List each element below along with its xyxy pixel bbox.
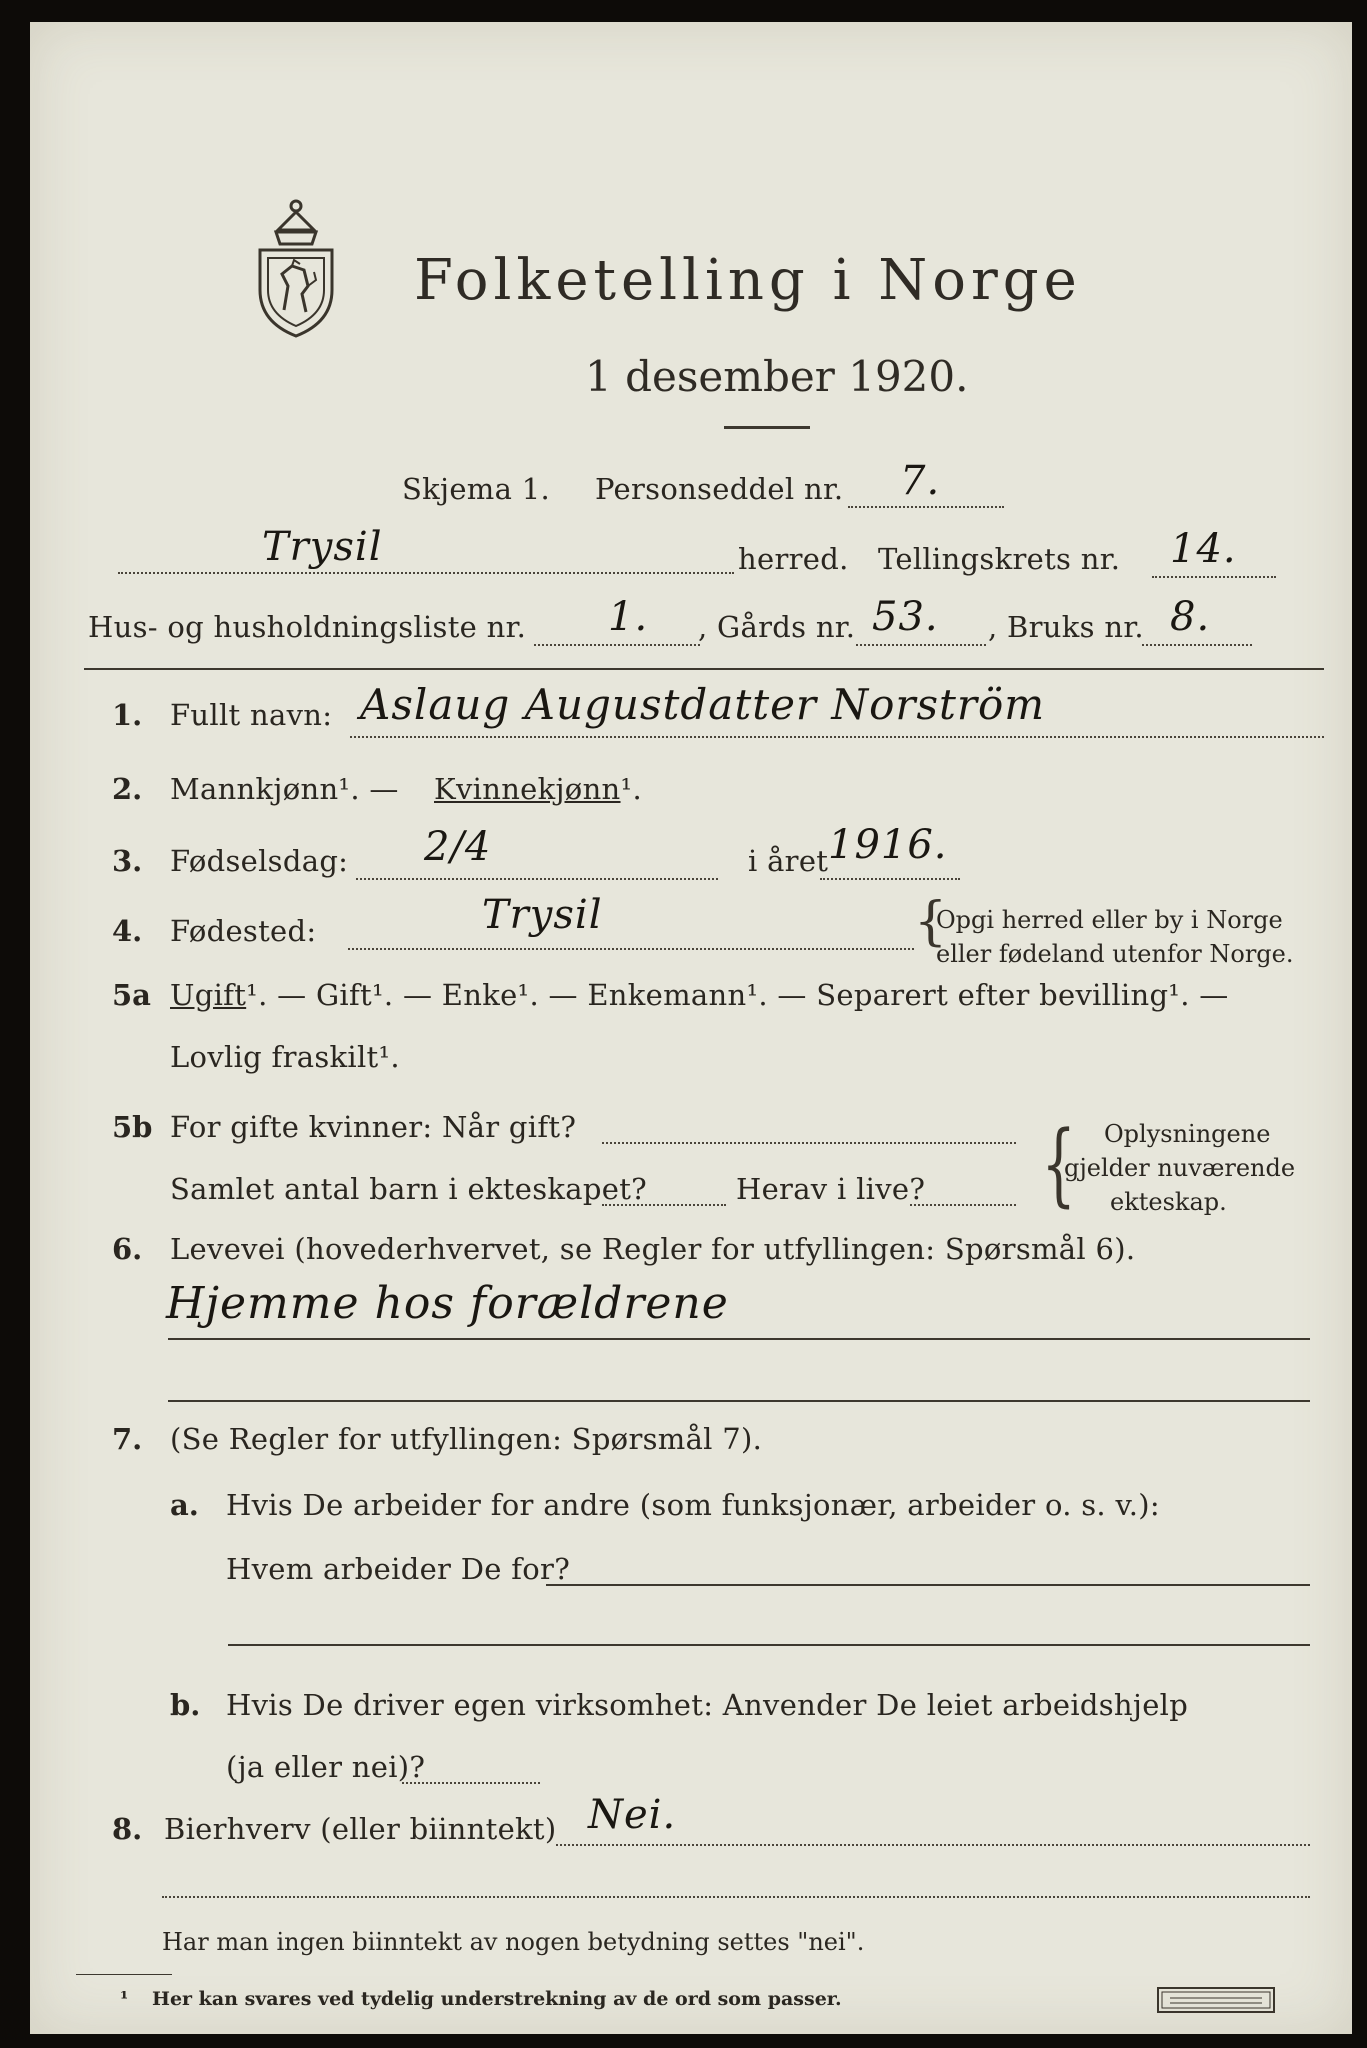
title-divider <box>724 426 810 429</box>
occupation-value[interactable]: Hjemme hos forældrene <box>166 1278 729 1329</box>
header-divider <box>84 668 1324 670</box>
q2-female-option-underlined[interactable]: Kvinnekjønn <box>434 772 621 806</box>
q4-note-line1: Opgi herred eller by i Norge <box>936 906 1283 934</box>
q5b-label: For gifte kvinner: Når gift? <box>170 1110 577 1144</box>
q4-number: 4. <box>112 914 143 948</box>
q5a-line2: Lovlig fraskilt¹. <box>170 1040 400 1074</box>
norway-coat-of-arms-icon <box>248 190 344 340</box>
census-date: 1 desember 1920. <box>585 352 969 401</box>
q8-label: Bierhverv (eller biinntekt) <box>164 1812 557 1846</box>
birth-date-value[interactable]: 2/4 <box>424 824 492 870</box>
bruks-label: , Bruks nr. <box>988 610 1144 644</box>
q3-year-label: i året <box>748 844 829 878</box>
q3-label: Fødselsdag: <box>170 844 349 878</box>
q5b-note-line3: ekteskap. <box>1110 1188 1227 1216</box>
birthplace-value[interactable]: Trysil <box>482 892 603 938</box>
personseddel-value[interactable]: 7. <box>900 458 941 504</box>
herred-label: herred. <box>738 542 849 576</box>
q7b-letter: b. <box>170 1688 201 1722</box>
q7a-letter: a. <box>170 1488 199 1522</box>
hus-value[interactable]: 1. <box>608 594 649 640</box>
q8-number: 8. <box>112 1812 143 1846</box>
q7b-label: Hvis De driver egen virksomhet: Anvender De leiet arbeidshjelp <box>226 1688 1189 1722</box>
q7b-line2: (ja eller nei)? <box>226 1750 426 1784</box>
footnote-text: Her kan svares ved tydelig understrekning av de ord som passer. <box>152 1988 842 2010</box>
q7-number: 7. <box>112 1422 143 1456</box>
bruks-value[interactable]: 8. <box>1170 594 1211 640</box>
q6-number: 6. <box>112 1232 143 1266</box>
full-name-value[interactable]: Aslaug Augustdatter Norström <box>360 680 1046 729</box>
birth-year-value[interactable]: 1916. <box>828 822 948 868</box>
tellingskrets-label: Tellingskrets nr. <box>878 542 1121 576</box>
schema-label: Skjema 1. <box>402 472 550 506</box>
q5b-note-line2: gjelder nuværende <box>1064 1154 1296 1182</box>
side-income-value[interactable]: Nei. <box>588 1792 677 1838</box>
q7-label: (Se Regler for utfyllingen: Spørsmål 7). <box>170 1422 763 1456</box>
q2-number: 2. <box>112 772 143 806</box>
q6-label: Levevei (hovederhvervet, se Regler for utfyllingen: Spørsmål 6). <box>170 1232 1136 1266</box>
q5a-other-options: ¹. — Gift¹. — Enke¹. — Enkemann¹. — Separert efter bevilling¹. — <box>246 978 1229 1012</box>
q1-label: Fullt navn: <box>170 698 333 732</box>
q5b-children-label: Samlet antal barn i ekteskapet? <box>170 1172 647 1206</box>
q8-note: Har man ingen biinntekt av nogen betydning settes "nei". <box>162 1928 865 1956</box>
q4-label: Fødested: <box>170 914 317 948</box>
q5b-number: 5b <box>112 1110 153 1144</box>
form-title: Folketelling i Norge <box>414 248 1082 313</box>
q1-number: 1. <box>112 698 143 732</box>
printer-stamp <box>1156 1986 1276 2014</box>
hus-label: Hus- og husholdningsliste nr. <box>88 610 527 644</box>
q4-note-line2: eller fødeland utenfor Norge. <box>936 940 1294 968</box>
q5a-number: 5a <box>112 978 151 1012</box>
tellingskrets-value[interactable]: 14. <box>1170 526 1237 572</box>
herred-value[interactable]: Trysil <box>262 524 383 570</box>
q5a-ugift-underlined[interactable]: Ugift <box>170 978 247 1012</box>
q2-female-mark: ¹. <box>620 772 642 806</box>
footnote-mark: ¹ <box>120 1988 129 2010</box>
q7a-line2: Hvem arbeider De for? <box>226 1552 571 1586</box>
q3-number: 3. <box>112 844 143 878</box>
q5b-alive-label: Herav i live? <box>736 1172 926 1206</box>
q5b-note-line1: Oplysningene <box>1104 1120 1271 1148</box>
q2-male-option: Mannkjønn¹. — <box>170 772 399 806</box>
personseddel-label: Personseddel nr. <box>595 472 844 506</box>
gards-label: , Gårds nr. <box>698 610 856 644</box>
census-form-page: Folketelling i Norge 1 desember 1920. Skjema 1. Personseddel nr. 7. Trysil herred. Tellingskrets nr. 14. Hus- og husholdningsliste nr. 1. , Gårds nr. 53. , Bruks nr. 8. 1. Fullt navn: Aslaug Augustdatter Norström 2. Mannkjønn¹. — Kvinnekjønn¹. 3. Fødselsdag: 2/4 i året 1916. 4. Fødested: Trysil { Opgi herred eller by i Norge eller fødeland utenfor Norge. 5a Ugift¹. — Gift¹. — Enke¹. — Enkemann¹. — Separert efter bevilling¹. — Lovlig fraskilt¹. 5b For gifte kvinner: Når gift? Samlet antal barn i ekteskapet? Herav i live? { Oplysningene gjelder nuværende ekteskap. 6. Levevei (hovederhvervet, se Regler for utfyllingen: Spørsmål 6). Hjemme hos forældrene 7. (Se Regler for utfyllingen: Spørsmål 7). a. Hvis De arbeider for andre (som funksjonær, arbeider o. s. v.): Hvem arbeider De for? b. Hvis De driver egen virksomhet: Anvender De leiet arbeidshjelp (ja eller nei)? 8. Bierhverv (eller biinntekt) Nei. Har man ingen biinntekt av nogen betydning settes "nei". ¹ Her kan svares ved tydelig understrekning av de ord som passer. <box>30 22 1352 2034</box>
gards-value[interactable]: 53. <box>872 594 939 640</box>
q7a-label: Hvis De arbeider for andre (som funksjonær, arbeider o. s. v.): <box>226 1488 1160 1522</box>
